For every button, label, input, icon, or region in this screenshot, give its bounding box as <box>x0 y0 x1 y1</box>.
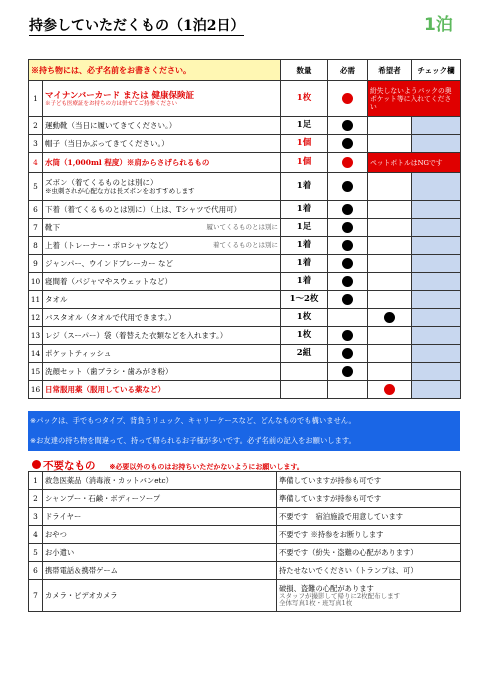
wish-cell <box>368 381 412 399</box>
required-mark <box>328 237 368 255</box>
col-required: 必需 <box>328 60 368 81</box>
row-number: 13 <box>29 327 43 345</box>
check-box[interactable] <box>412 309 461 327</box>
item-label: 日常服用薬（服用している薬など） <box>43 381 281 399</box>
wish-cell <box>368 135 412 153</box>
qty: 1枚 <box>281 327 328 345</box>
table-row <box>29 544 461 562</box>
wish-cell <box>368 173 412 201</box>
black-dot-icon <box>342 204 353 215</box>
row-number: 10 <box>29 273 43 291</box>
check-box[interactable] <box>412 173 461 201</box>
qty <box>281 381 328 399</box>
qty: 1着 <box>281 255 328 273</box>
black-dot-icon <box>342 330 353 341</box>
item-label: ドライヤー <box>43 508 277 526</box>
required-mark <box>328 153 368 173</box>
table-row <box>29 117 461 135</box>
table-row <box>29 153 461 173</box>
item-label: 寝間着（パジャマやスウェットなど） <box>43 273 281 291</box>
remark: 持たせないでください（トランプは、可） <box>277 562 461 580</box>
stay-tag: 1泊 <box>424 15 453 35</box>
row-number: 1 <box>29 81 43 117</box>
item-label: お小遣い <box>43 544 277 562</box>
red-dot-icon <box>342 93 353 104</box>
item-label: ポケットティッシュ <box>43 345 281 363</box>
qty: 1足 <box>281 219 328 237</box>
notice-line: ※お友達の持ち物を間違って、持って帰られるお子様が多いです。必ず名前の記入をお願いします。 <box>30 436 356 445</box>
required-mark <box>328 201 368 219</box>
qty: 1着 <box>281 237 328 255</box>
item-label: 靴下 <box>45 223 60 232</box>
item-label: ズボン（着てくるものとは別に） <box>45 177 158 187</box>
table-row <box>29 562 461 580</box>
row-note: ペットボトルはNGです <box>368 153 461 173</box>
black-dot-icon <box>384 312 395 323</box>
item-sub: ※虫刺されが心配な方は長ズボンをおすすめします <box>45 186 195 195</box>
item-cell <box>43 81 281 117</box>
remark: 不要です ※持参をお断りします <box>277 526 461 544</box>
wish-cell <box>368 201 412 219</box>
remark: 破損、盗難の心配があります <box>279 584 374 593</box>
check-box[interactable] <box>412 135 461 153</box>
table-header <box>29 60 461 81</box>
check-box[interactable] <box>412 291 461 309</box>
required-mark <box>328 309 368 327</box>
notice-band <box>28 411 460 451</box>
check-box[interactable] <box>412 381 461 399</box>
col-check: チェック欄 <box>412 60 461 81</box>
table-row <box>29 219 461 237</box>
unneeded-title: 不要なもの <box>43 460 96 472</box>
remark: 不要です 宿泊施設で用意しています <box>277 508 461 526</box>
item-label: 洗顔セット（歯ブラシ・歯みがき粉） <box>43 363 281 381</box>
unneeded-note: ※必要以外のものはお持ちいただかないようにお願いします。 <box>109 462 304 471</box>
row-number: 6 <box>29 201 43 219</box>
qty: 1枚 <box>281 309 328 327</box>
wish-cell <box>368 309 412 327</box>
black-dot-icon <box>342 240 353 251</box>
check-box[interactable] <box>412 117 461 135</box>
wish-cell <box>368 273 412 291</box>
remark: 準備していますが持参も可です <box>277 490 461 508</box>
wish-cell <box>368 219 412 237</box>
black-dot-icon <box>342 348 353 359</box>
qty: 1～2枚 <box>281 291 328 309</box>
table-row <box>29 472 461 490</box>
item-label: ジャンパー、ウインドブレーカー など <box>43 255 281 273</box>
table-row <box>29 273 461 291</box>
red-dot-icon <box>342 157 353 168</box>
row-number: 2 <box>29 117 43 135</box>
row-note: 紛失しないようパックの奥ポケット等に入れてください <box>368 81 461 117</box>
table-row <box>29 201 461 219</box>
check-box[interactable] <box>412 363 461 381</box>
col-qty: 数量 <box>281 60 328 81</box>
item-label: 下着（着てくるものとは別に）（上は、Tシャツで代用可） <box>43 201 281 219</box>
qty <box>281 363 328 381</box>
table-row <box>29 81 461 117</box>
item-label: 上着（トレーナー・ポロシャツなど） <box>45 241 173 250</box>
row-number: 5 <box>29 173 43 201</box>
row-number: 7 <box>29 219 43 237</box>
wish-cell <box>368 117 412 135</box>
required-mark <box>328 117 368 135</box>
item-label: タオル <box>43 291 281 309</box>
unneeded-table <box>28 471 461 612</box>
item-label: 救急医薬品（消毒液・カットバンetc） <box>43 472 277 490</box>
black-dot-icon <box>342 258 353 269</box>
row-number: 5 <box>29 544 43 562</box>
item-cell <box>43 173 281 201</box>
red-dot-icon <box>384 384 395 395</box>
row-number: 3 <box>29 135 43 153</box>
page-title: 持参していただくもの（1泊2日） <box>29 18 245 34</box>
check-box[interactable] <box>412 327 461 345</box>
check-box[interactable] <box>412 201 461 219</box>
qty: 2組 <box>281 345 328 363</box>
table-row <box>29 526 461 544</box>
table-row <box>29 135 461 153</box>
qty: 1個 <box>281 153 328 173</box>
row-number: 12 <box>29 309 43 327</box>
required-mark <box>328 173 368 201</box>
required-mark <box>328 81 368 117</box>
black-dot-icon <box>342 120 353 131</box>
item-label: カメラ・ビデオカメラ <box>43 580 277 612</box>
required-mark <box>328 273 368 291</box>
row-number: 11 <box>29 291 43 309</box>
row-number: 7 <box>29 580 43 612</box>
row-number: 4 <box>29 526 43 544</box>
qty: 1個 <box>281 135 328 153</box>
row-number: 2 <box>29 490 43 508</box>
item-sub: 着てくるものとは別に <box>213 241 278 249</box>
item-label: 運動靴（当日に履いてきてください。） <box>43 117 281 135</box>
required-mark <box>328 219 368 237</box>
row-number: 15 <box>29 363 43 381</box>
check-box[interactable] <box>412 255 461 273</box>
row-number: 4 <box>29 153 43 173</box>
required-mark <box>328 381 368 399</box>
item-label: シャンプー・石鹸・ボディーソープ <box>43 490 277 508</box>
remark-sub: 全体写真1枚・班写真1枚 <box>279 599 353 607</box>
col-wish: 希望者 <box>368 60 412 81</box>
item-label: マイナンバーカード または 健康保険証 <box>45 90 195 101</box>
table-row <box>29 508 461 526</box>
item-label: 携帯電話＆携帯ゲーム <box>43 562 277 580</box>
black-dot-icon <box>342 222 353 233</box>
black-dot-icon <box>342 181 353 192</box>
item-sub: 履いてくるものとは別に <box>206 223 278 231</box>
belongings-table <box>28 59 461 399</box>
table-row <box>29 309 461 327</box>
item-label: 帽子（当日かぶってきてください。） <box>43 135 281 153</box>
remark: 準備していますが持参も可です <box>277 472 461 490</box>
row-number: 1 <box>29 472 43 490</box>
check-box[interactable] <box>412 237 461 255</box>
required-mark <box>328 255 368 273</box>
required-mark <box>328 363 368 381</box>
item-sub: ※子ども医療証をお持ちの方は併せてご持参ください <box>45 100 178 107</box>
row-number: 8 <box>29 237 43 255</box>
qty: 1枚 <box>281 81 328 117</box>
table-row <box>29 327 461 345</box>
table-row <box>29 345 461 363</box>
table-row <box>29 363 461 381</box>
wish-cell <box>368 237 412 255</box>
item-label: レジ（スーパー）袋（着替えた衣類などを入れます。） <box>43 327 281 345</box>
table-row <box>29 381 461 399</box>
required-mark <box>328 345 368 363</box>
wish-cell <box>368 345 412 363</box>
wish-cell <box>368 363 412 381</box>
black-dot-icon <box>342 294 353 305</box>
table-row <box>29 580 461 612</box>
qty: 1着 <box>281 173 328 201</box>
check-box[interactable] <box>412 219 461 237</box>
required-mark <box>328 291 368 309</box>
check-box[interactable] <box>412 273 461 291</box>
item-cell <box>43 219 281 237</box>
black-dot-icon <box>342 138 353 149</box>
qty: 1足 <box>281 117 328 135</box>
table-row <box>29 173 461 201</box>
item-label: バスタオル（タオルで代用できます。） <box>43 309 281 327</box>
black-dot-icon <box>342 366 353 377</box>
required-mark <box>328 135 368 153</box>
item-cell <box>43 237 281 255</box>
item-label: おやつ <box>43 526 277 544</box>
black-dot-icon <box>342 276 353 287</box>
qty: 1着 <box>281 273 328 291</box>
table-row <box>29 237 461 255</box>
table-row <box>29 291 461 309</box>
item-label: 水筒（1,000ml 程度）※肩からさげられるもの <box>43 153 281 173</box>
row-number: 9 <box>29 255 43 273</box>
check-box[interactable] <box>412 345 461 363</box>
remark-cell <box>277 580 461 612</box>
wish-cell <box>368 291 412 309</box>
red-dot-icon <box>32 460 41 469</box>
remark-sub: スタッフが撮影して帰りに2枚配布します <box>279 592 401 600</box>
wish-cell <box>368 327 412 345</box>
required-mark <box>328 327 368 345</box>
notice-line: ※パックは、手でもつタイプ、背負うリュック、キャリーケースなど、どんなものでも構いません。 <box>30 416 356 425</box>
row-number: 6 <box>29 562 43 580</box>
qty: 1着 <box>281 201 328 219</box>
row-number: 3 <box>29 508 43 526</box>
table-row <box>29 255 461 273</box>
wish-cell <box>368 255 412 273</box>
table-row <box>29 490 461 508</box>
name-notice: ※持ち物には、必ず名前をお書きください。 <box>29 60 281 81</box>
remark: 不要です（紛失・盗難の心配があります） <box>277 544 461 562</box>
row-number: 16 <box>29 381 43 399</box>
row-number: 14 <box>29 345 43 363</box>
